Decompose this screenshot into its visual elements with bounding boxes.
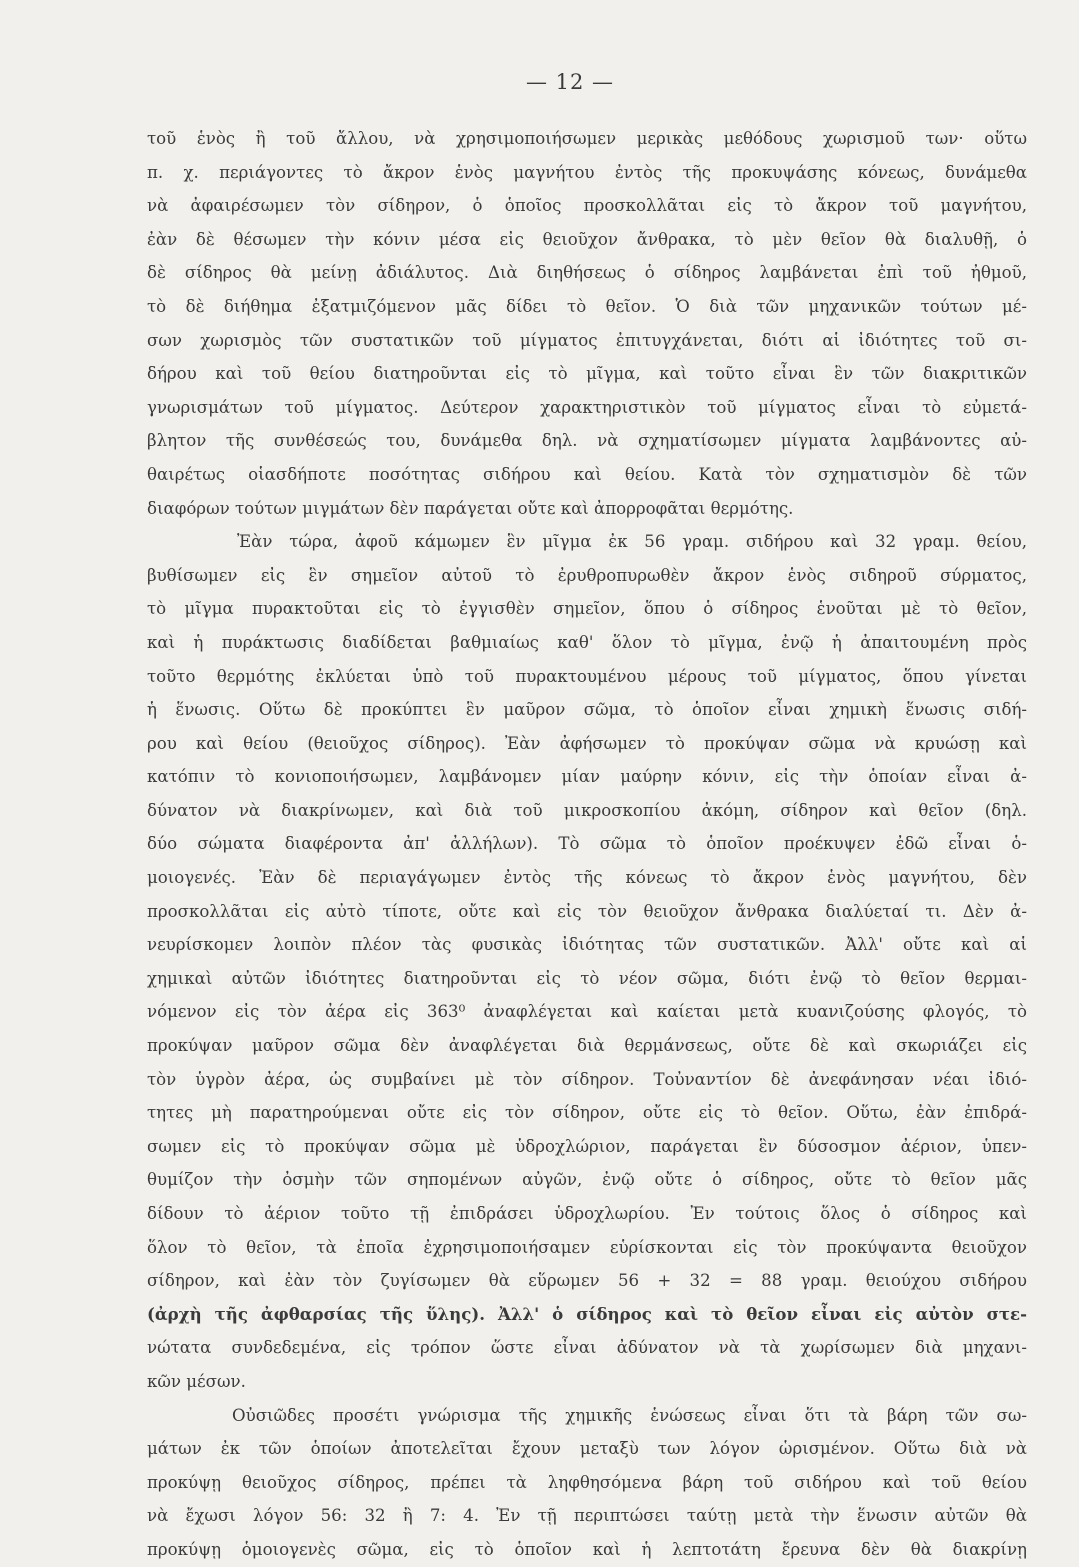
text-line: τοῦ ἑνὸς ἢ τοῦ ἄλλου, νὰ χρησιμοποιήσωμεν μερικὰς μεθόδους χωρισμοῦ των· οὕτω: [147, 129, 1027, 148]
text-line: τοῦτο θερμότης ἐκλύεται ὑπὸ τοῦ πυρακτουμένου μέρους τοῦ μίγματος, ὅπου γίνεται: [147, 666, 1027, 686]
text-line: προκύψαν μαῦρον σῶμα δὲν ἀναφλέγεται διὰ θερμάνσεως, οὔτε δὲ καὶ σκωριάζει εἰς: [147, 1036, 1027, 1056]
text-line: ρου καὶ θείου (θειοῦχος σίδηρος). Ἐὰν ἀφήσωμεν τὸ προκύψαν σῶμα νὰ κρυώσῃ καὶ: [147, 733, 1027, 753]
page-number: — 12 —: [525, 70, 615, 94]
paragraph-start-line: Οὐσιῶδες προσέτι γνώρισμα τῆς χημικῆς ἑνώσεως εἶναι ὅτι τὰ βάρη τῶν σω-: [232, 1405, 1027, 1425]
text-line: δὲ σίδηρος θὰ μείνῃ ἀδιάλυτος. Διὰ διηθήσεως ὁ σίδηρος λαμβάνεται ἐπὶ τοῦ ἠθμοῦ,: [147, 263, 1027, 283]
text-line: νὰ ἔχωσι λόγον 56: 32 ἢ 7: 4. Ἐν τῇ περιπτώσει ταύτῃ μετὰ τὴν ἕνωσιν αὐτῶν θὰ: [147, 1506, 1027, 1526]
text-line: νευρίσκομεν λοιπὸν πλέον τὰς φυσικὰς ἰδιότητας τῶν συστατικῶν. Ἀλλ' οὔτε καὶ αἱ: [147, 935, 1027, 955]
text-line: βλητον τῆς συνθέσεώς του, δυνάμεθα δηλ. νὰ σχηματίσωμεν μίγματα λαμβάνοντες αὐ-: [147, 431, 1027, 451]
text-line: τὸν ὑγρὸν ἀέρα, ὡς συμβαίνει μὲ τὸν σίδηρον. Τοὐναντίον δὲ ἀνεφάνησαν νέαι ἰδιό-: [147, 1069, 1027, 1089]
paragraph-end-line: κῶν μέσων.: [147, 1371, 246, 1391]
text-line: τὸ δὲ διήθημα ἐξατμιζόμενον μᾶς δίδει τὸ θεῖον. Ὁ διὰ τῶν μηχανικῶν τούτων μέ-: [147, 296, 1027, 316]
text-line: κατόπιν τὸ κονιοποιήσωμεν, λαμβάνομεν μίαν μαύρην κόνιν, εἰς τὴν ὁποίαν εἶναι ἀ-: [147, 767, 1027, 787]
text-line: μοιογενές. Ἐὰν δὲ περιαγάγωμεν ἐντὸς τῆς κόνεως τὸ ἄκρον ἑνὸς μαγνήτου, δὲν: [147, 868, 1027, 888]
text-line: σωμεν εἰς τὸ προκύψαν σῶμα μὲ ὑδροχλώριον, παράγεται ἓν δύσοσμον ἀέριον, ὑπεν-: [147, 1136, 1027, 1156]
text-line: μάτων ἐκ τῶν ὁποίων ἀποτελεῖται ἔχουν μεταξὺ των λόγον ὡρισμένον. Οὕτω διὰ νὰ: [147, 1439, 1027, 1459]
text-line: ἡ ἕνωσις. Οὕτω δὲ προκύπτει ἓν μαῦρον σῶμα, τὸ ὁποῖον εἶναι χημικὴ ἕνωσις σιδή-: [147, 700, 1027, 720]
text-line: σίδηρον, καὶ ἐὰν τὸν ζυγίσωμεν θὰ εὕρωμεν 56 + 32 = 88 γραμ. θειούχου σιδήρου: [147, 1271, 1027, 1291]
text-line: νὰ ἀφαιρέσωμεν τὸν σίδηρον, ὁ ὁποῖος προσκολλᾶται εἰς τὸ ἄκρον τοῦ μαγνήτου,: [147, 196, 1027, 216]
text-line: δίδουν τὸ ἀέριον τοῦτο τῇ ἐπιδράσει ὑδροχλωρίου. Ἐν τούτοις ὅλος ὁ σίδηρος καὶ: [147, 1204, 1027, 1223]
text-line: βυθίσωμεν εἰς ἓν σημεῖον αὐτοῦ τὸ ἐρυθροπυρωθὲν ἄκρον ἑνὸς σιδηροῦ σύρματος,: [147, 565, 1027, 585]
text-line: προκύψῃ θειοῦχος σίδηρος, πρέπει τὰ ληφθησόμενα βάρη τοῦ σιδήρου καὶ τοῦ θείου: [147, 1472, 1027, 1492]
text-line: προσκολλᾶται εἰς αὐτὸ τίποτε, οὔτε καὶ εἰς τὸν θειοῦχον ἄνθρακα διαλύεταί τι. Δὲν ἀ-: [147, 901, 1027, 921]
text-line: δύο σώματα διαφέροντα ἀπ' ἀλλήλων). Τὸ σῶμα τὸ ὁποῖον προέκυψεν ἐδῶ εἶναι ὁ-: [147, 834, 1027, 854]
paragraph-start-line: Ἐὰν τώρα, ἀφοῦ κάμωμεν ἓν μῖγμα ἐκ 56 γραμ. σιδήρου καὶ 32 γραμ. θείου,: [237, 532, 1027, 552]
body-text: [147, 122, 1027, 1567]
text-line: καὶ ἡ πυράκτωσις διαδίδεται βαθμιαίως καθ' ὅλον τὸ μῖγμα, ἐνῷ ἡ ἀπαιτουμένη πρὸς: [147, 632, 1027, 652]
text-line: τὸ μῖγμα πυρακτοῦται εἰς τὸ ἐγγισθὲν σημεῖον, ὅπου ὁ σίδηρος ἑνοῦται μὲ τὸ θεῖον,: [147, 599, 1027, 619]
text-line: δήρου καὶ τοῦ θείου διατηροῦνται εἰς τὸ μῖγμα, καὶ τοῦτο εἶναι ἓν τῶν διακριτικῶν: [147, 364, 1027, 384]
text-line: νόμενον εἰς τὸν ἀέρα εἰς 363⁰ ἀναφλέγεται καὶ καίεται μετὰ κυανιζούσης φλογός, τὸ: [147, 1002, 1027, 1022]
text-line: ἐὰν δὲ θέσωμεν τὴν κόνιν μέσα εἰς θειοῦχον ἄνθρακα, τὸ μὲν θεῖον θὰ διαλυθῇ, ὁ: [147, 229, 1027, 249]
text-line: π. χ. περιάγοντες τὸ ἄκρον ἑνὸς μαγνήτου ἐντὸς τῆς προκυψάσης κόνεως, δυνάμεθα: [147, 162, 1027, 182]
text-line: τητες μὴ παρατηρούμεναι οὔτε εἰς τὸν σίδηρον, οὔτε εἰς τὸ θεῖον. Οὕτω, ἐὰν ἐπιδρά-: [147, 1103, 1027, 1123]
text-line: ὅλον τὸ θεῖον, τὰ ἐποῖα ἐχρησιμοποιήσαμεν εὑρίσκονται εἰς τὸν προκύψαντα θειοῦχον: [147, 1237, 1027, 1257]
text-line: γνωρισμάτων τοῦ μίγματος. Δεύτερον χαρακτηριστικὸν τοῦ μίγματος εἶναι τὸ εὐμετά-: [147, 397, 1027, 417]
text-line: θυμίζον τὴν ὀσμὴν τῶν σηπομένων αὐγῶν, ἐνῷ οὔτε ὁ σίδηρος, οὔτε τὸ θεῖον μᾶς: [147, 1170, 1027, 1190]
text-line: θαιρέτως οἱασδήποτε ποσότητας σιδήρου καὶ θείου. Κατὰ τὸν σχηματισμὸν δὲ τῶν: [147, 464, 1027, 484]
text-line: νώτατα συνδεδεμένα, εἰς τρόπον ὥστε εἶναι ἀδύνατον νὰ τὰ χωρίσωμεν διὰ μηχανι-: [147, 1338, 1027, 1358]
text-line-emphasis: (ἀρχὴ τῆς ἀφθαρσίας τῆς ὕλης). Ἀλλ' ὁ σίδηρος καὶ τὸ θεῖον εἶναι εἰς αὐτὸν στε-: [147, 1303, 1027, 1324]
text-line: προκύψῃ ὁμοιογενὲς σῶμα, εἰς τὸ ὁποῖον καὶ ἡ λεπτοτάτη ἔρευνα δὲν θὰ διακρίνῃ: [147, 1539, 1027, 1559]
text-line: δύνατον νὰ διακρίνωμεν, καὶ διὰ τοῦ μικροσκοπίου ἀκόμη, σίδηρον καὶ θεῖον (δηλ.: [147, 800, 1027, 820]
paragraph-end-line: διαφόρων τούτων μιγμάτων δὲν παράγεται οὔτε καὶ ἀπορροφᾶται θερμότης.: [147, 498, 794, 518]
text-line: σων χωρισμὸς τῶν συστατικῶν τοῦ μίγματος ἐπιτυγχάνεται, διότι αἱ ἰδιότητες τοῦ σι-: [147, 330, 1027, 350]
text-line: χημικαὶ αὐτῶν ἰδιότητες διατηροῦνται εἰς τὸ νέον σῶμα, διότι ἐνῷ τὸ θεῖον θερμαι-: [147, 968, 1027, 988]
